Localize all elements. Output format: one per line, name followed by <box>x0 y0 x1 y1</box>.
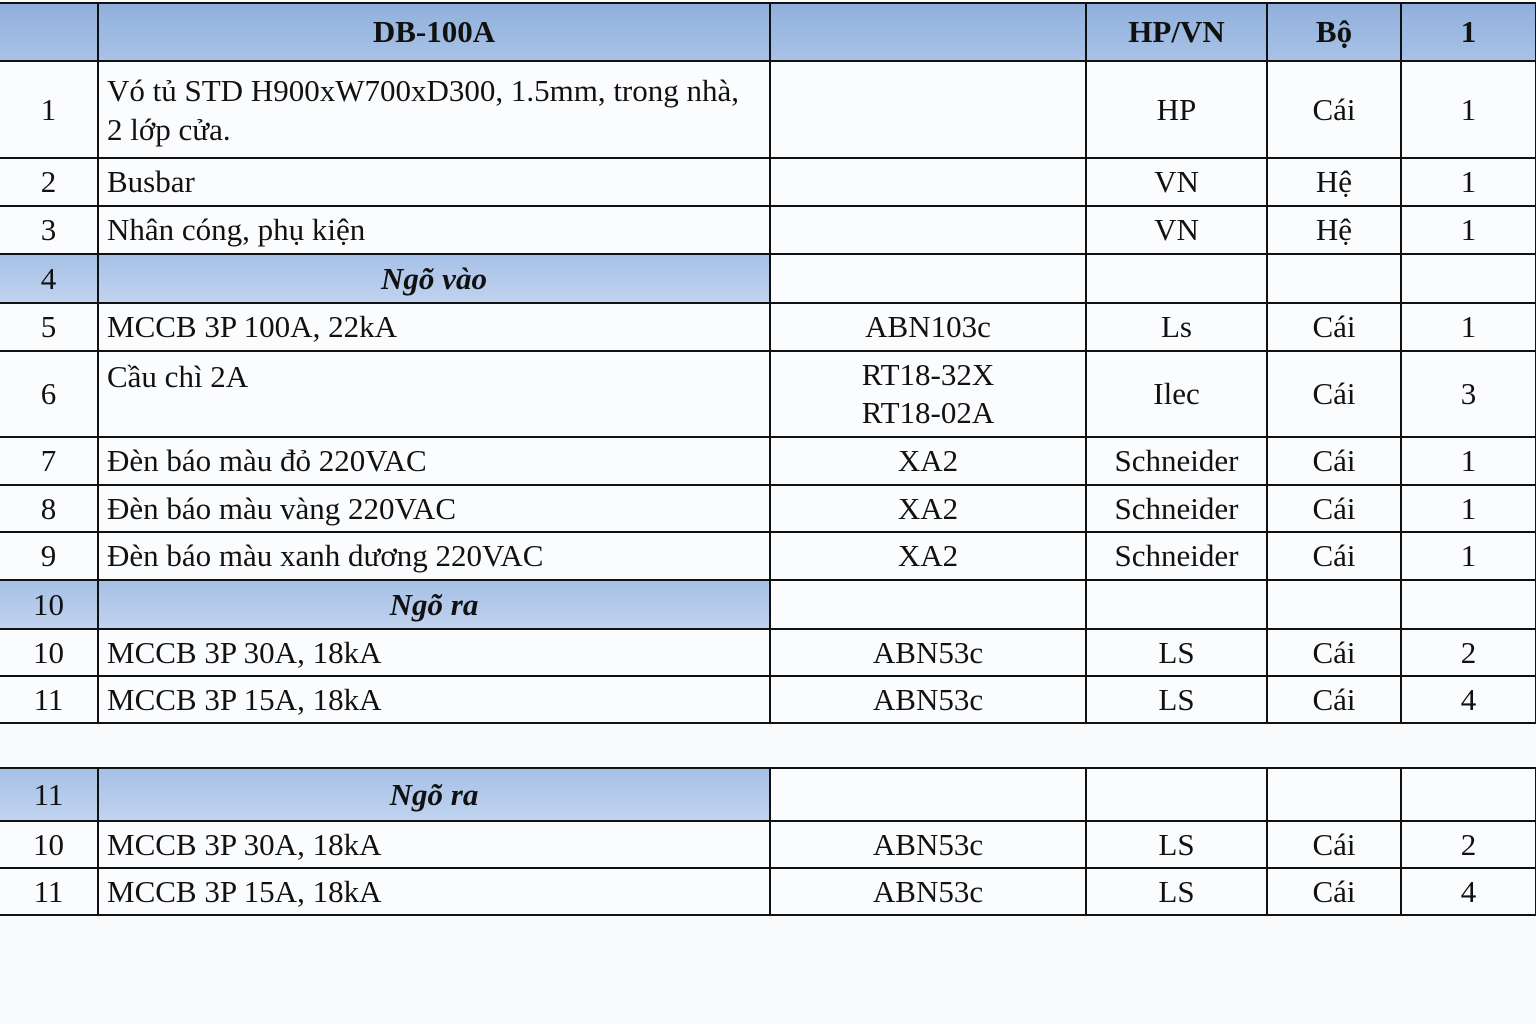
cell-origin[interactable]: Ilec <box>1086 351 1267 437</box>
cell-qty[interactable] <box>1401 768 1536 821</box>
cell-qty[interactable]: 2 <box>1401 821 1536 868</box>
cell-description[interactable]: MCCB 3P 100A, 22kA <box>98 303 770 351</box>
cell-model[interactable]: XA2 <box>770 485 1086 532</box>
section-title[interactable]: Ngõ vào <box>98 254 770 303</box>
cell-model[interactable] <box>770 351 1086 437</box>
cell-stt[interactable]: 2 <box>0 158 98 206</box>
table-row <box>0 532 1536 580</box>
header-model[interactable] <box>770 3 1086 61</box>
cell-qty[interactable] <box>1401 254 1536 303</box>
cell-stt[interactable]: 10 <box>0 629 98 676</box>
cell-unit[interactable] <box>1267 580 1401 629</box>
section-row-input <box>0 254 1536 303</box>
cell-origin[interactable]: Schneider <box>1086 485 1267 532</box>
cell-qty[interactable]: 2 <box>1401 629 1536 676</box>
table-row <box>0 158 1536 206</box>
cell-description[interactable]: MCCB 3P 15A, 18kA <box>98 676 770 723</box>
cell-model[interactable]: XA2 <box>770 437 1086 485</box>
cell-unit[interactable]: Cái <box>1267 351 1401 437</box>
cell-stt[interactable]: 3 <box>0 206 98 254</box>
cell-description[interactable]: Nhân cóng, phụ kiện <box>98 206 770 254</box>
cell-description[interactable]: Vó tủ STD H900xW700xD300, 1.5mm, trong nhà, 2 lớp cửa. <box>98 61 770 158</box>
section-title[interactable]: Ngõ ra <box>98 580 770 629</box>
cell-stt[interactable]: 11 <box>0 768 98 821</box>
cell-model[interactable]: ABN53c <box>770 629 1086 676</box>
cell-origin[interactable]: Ls <box>1086 303 1267 351</box>
model-line-1: RT18-32X <box>861 357 995 392</box>
section-title[interactable]: Ngõ ra <box>98 768 770 821</box>
cell-description[interactable]: MCCB 3P 15A, 18kA <box>98 868 770 915</box>
cell-qty[interactable]: 1 <box>1401 303 1536 351</box>
cell-unit[interactable]: Cái <box>1267 868 1401 915</box>
table-row <box>0 629 1536 676</box>
cell-qty[interactable]: 3 <box>1401 351 1536 437</box>
cell-stt[interactable]: 8 <box>0 485 98 532</box>
cell-stt[interactable]: 7 <box>0 437 98 485</box>
cell-origin[interactable]: LS <box>1086 868 1267 915</box>
cell-unit[interactable] <box>1267 254 1401 303</box>
cell-unit[interactable]: Cái <box>1267 821 1401 868</box>
cell-model[interactable]: ABN103c <box>770 303 1086 351</box>
cell-origin[interactable] <box>1086 254 1267 303</box>
cell-origin[interactable]: VN <box>1086 158 1267 206</box>
cell-qty[interactable]: 4 <box>1401 868 1536 915</box>
cell-unit[interactable]: Cái <box>1267 629 1401 676</box>
cell-qty[interactable]: 1 <box>1401 485 1536 532</box>
cell-description[interactable]: MCCB 3P 30A, 18kA <box>98 629 770 676</box>
table-row <box>0 868 1536 915</box>
cell-unit[interactable]: Cái <box>1267 485 1401 532</box>
header-panel-name[interactable]: DB-100A <box>98 3 770 61</box>
cell-stt[interactable]: 10 <box>0 580 98 629</box>
header-origin[interactable]: HP/VN <box>1086 3 1267 61</box>
table-header-row <box>0 3 1536 61</box>
table-row <box>0 821 1536 868</box>
cell-stt[interactable]: 11 <box>0 868 98 915</box>
cell-description[interactable]: Busbar <box>98 158 770 206</box>
cell-model[interactable]: XA2 <box>770 532 1086 580</box>
cell-origin[interactable]: VN <box>1086 206 1267 254</box>
cell-qty[interactable]: 4 <box>1401 676 1536 723</box>
cell-model[interactable] <box>770 158 1086 206</box>
cell-description[interactable]: Đèn báo màu vàng 220VAC <box>98 485 770 532</box>
cell-origin[interactable] <box>1086 768 1267 821</box>
cell-origin[interactable]: LS <box>1086 676 1267 723</box>
cell-qty[interactable]: 1 <box>1401 532 1536 580</box>
table-row <box>0 206 1536 254</box>
cell-unit[interactable] <box>1267 768 1401 821</box>
table-row <box>0 485 1536 532</box>
cell-model[interactable] <box>770 580 1086 629</box>
cell-stt[interactable]: 9 <box>0 532 98 580</box>
table-row <box>0 437 1536 485</box>
cell-unit[interactable]: Hệ <box>1267 158 1401 206</box>
cell-origin[interactable]: LS <box>1086 821 1267 868</box>
cell-origin[interactable]: LS <box>1086 629 1267 676</box>
cell-description[interactable]: Cầu chì 2A <box>98 351 770 437</box>
cell-description[interactable]: MCCB 3P 30A, 18kA <box>98 821 770 868</box>
cell-unit[interactable]: Cái <box>1267 532 1401 580</box>
cell-unit[interactable]: Hệ <box>1267 206 1401 254</box>
header-unit[interactable]: Bộ <box>1267 3 1401 61</box>
cell-stt[interactable]: 5 <box>0 303 98 351</box>
cell-stt[interactable]: 1 <box>0 61 98 158</box>
cell-model[interactable] <box>770 254 1086 303</box>
cell-qty[interactable] <box>1401 580 1536 629</box>
cell-unit[interactable]: Cái <box>1267 676 1401 723</box>
table-row <box>0 676 1536 723</box>
table-row <box>0 61 1536 158</box>
cell-model[interactable]: ABN53c <box>770 821 1086 868</box>
cell-unit[interactable]: Cái <box>1267 303 1401 351</box>
cell-qty[interactable]: 1 <box>1401 206 1536 254</box>
header-qty[interactable]: 1 <box>1401 3 1536 61</box>
cell-stt[interactable]: 11 <box>0 676 98 723</box>
cell-origin[interactable]: Schneider <box>1086 532 1267 580</box>
cell-model[interactable]: ABN53c <box>770 676 1086 723</box>
cell-model[interactable] <box>770 768 1086 821</box>
cell-description[interactable]: Đèn báo màu đỏ 220VAC <box>98 437 770 485</box>
section-row-output <box>0 768 1536 821</box>
section-row-output <box>0 580 1536 629</box>
cell-model[interactable]: ABN53c <box>770 868 1086 915</box>
cell-origin[interactable]: HP <box>1086 61 1267 158</box>
cell-origin[interactable]: Schneider <box>1086 437 1267 485</box>
table-row <box>0 303 1536 351</box>
cell-stt[interactable]: 4 <box>0 254 98 303</box>
cell-unit[interactable]: Cái <box>1267 437 1401 485</box>
bom-table-main <box>0 2 1536 724</box>
cell-qty[interactable]: 1 <box>1401 158 1536 206</box>
cell-stt[interactable]: 6 <box>0 351 98 437</box>
cell-stt[interactable]: 10 <box>0 821 98 868</box>
cell-description[interactable]: Đèn báo màu xanh dương 220VAC <box>98 532 770 580</box>
cell-unit[interactable]: Cái <box>1267 61 1401 158</box>
model-line-2: RT18-02A <box>861 395 995 430</box>
cell-model[interactable] <box>770 206 1086 254</box>
table-row <box>0 351 1536 437</box>
cell-origin[interactable] <box>1086 580 1267 629</box>
cell-qty[interactable]: 1 <box>1401 61 1536 158</box>
cell-model[interactable] <box>770 61 1086 158</box>
bom-table-secondary <box>0 767 1536 916</box>
header-stt[interactable] <box>0 3 98 61</box>
cell-qty[interactable]: 1 <box>1401 437 1536 485</box>
